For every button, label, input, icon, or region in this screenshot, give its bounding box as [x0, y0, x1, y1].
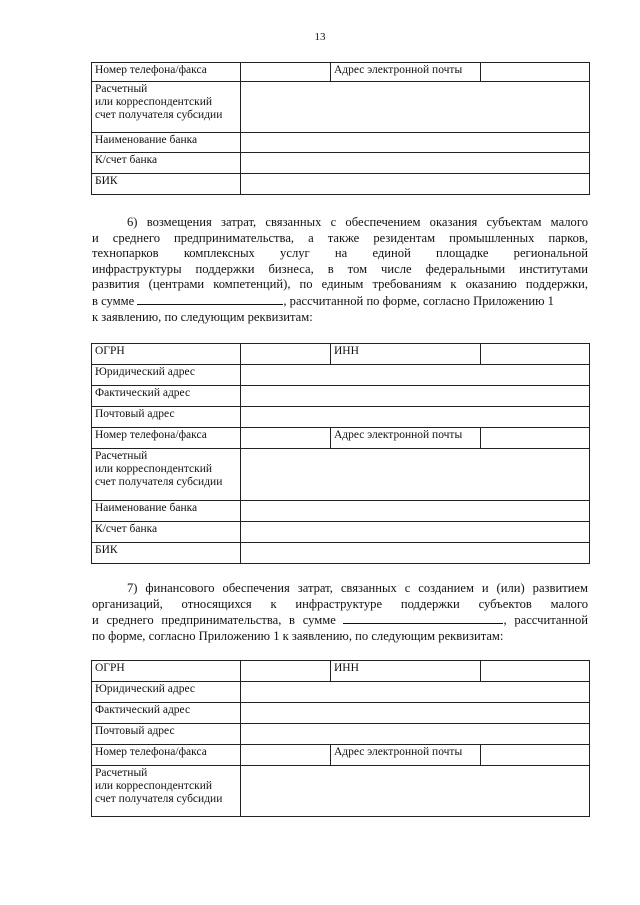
actual-address-value[interactable] [241, 703, 590, 724]
paragraph-7-amount-prefix: и среднего предпринимательства, в сумме [92, 613, 336, 628]
email-value[interactable] [481, 428, 590, 449]
settlement-account-label-line2: или корреспондентский [95, 463, 213, 475]
settlement-account-label [92, 449, 241, 501]
requisites-table-6 [91, 343, 590, 564]
phone-fax-value[interactable] [241, 745, 331, 766]
settlement-account-label-line1: Расчетный [95, 767, 148, 779]
bank-name-value[interactable] [241, 133, 590, 153]
phone-fax-label: Номер телефона/факса [92, 745, 241, 766]
paragraph-6 [92, 215, 588, 325]
settlement-account-label-line3: счет получателя субсидии [95, 793, 223, 805]
email-value[interactable] [481, 745, 590, 766]
actual-address-label: Фактический адрес [92, 386, 241, 407]
paragraph-6-line [92, 293, 588, 310]
postal-address-value[interactable] [241, 724, 590, 745]
email-label: Адрес электронной почты [331, 745, 481, 766]
email-label: Адрес электронной почты [331, 428, 481, 449]
amount-blank-field[interactable] [343, 612, 503, 624]
paragraph-7-line: организаций, относящихся к инфраструктуре поддержки субъектов малого [92, 596, 588, 611]
phone-fax-label: Номер телефона/факса [92, 63, 241, 82]
paragraph-6-line: к заявлению, по следующим реквизитам: [92, 309, 313, 324]
bank-name-label: Наименование банка [92, 501, 241, 522]
phone-fax-label: Номер телефона/факса [92, 428, 241, 449]
corr-account-value[interactable] [241, 153, 590, 174]
settlement-account-label-line1: Расчетный [95, 83, 148, 95]
postal-address-value[interactable] [241, 407, 590, 428]
bik-value[interactable] [241, 543, 590, 564]
email-label: Адрес электронной почты [331, 63, 481, 82]
legal-address-value[interactable] [241, 365, 590, 386]
paragraph-7-line: 7) финансового обеспечения затрат, связанных с созданием и (или) развитием [127, 581, 588, 595]
settlement-account-value[interactable] [241, 82, 590, 133]
corr-account-label: К/счет банка [92, 522, 241, 543]
phone-fax-value[interactable] [241, 63, 331, 82]
legal-address-label: Юридический адрес [92, 682, 241, 703]
ogrn-value[interactable] [241, 661, 331, 682]
settlement-account-value[interactable] [241, 766, 590, 817]
settlement-account-value[interactable] [241, 449, 590, 501]
paragraph-7 [92, 581, 588, 644]
settlement-account-label-line2: или корреспондентский [95, 780, 213, 792]
requisites-table-top [91, 62, 590, 195]
ogrn-value[interactable] [241, 344, 331, 365]
inn-value[interactable] [481, 661, 590, 682]
paragraph-7-amount-suffix: , рассчитанной [503, 613, 588, 628]
paragraph-6-amount-prefix: в сумме [92, 293, 135, 308]
bik-label: БИК [92, 543, 241, 564]
settlement-account-label-line3: счет получателя субсидии [95, 109, 223, 121]
settlement-account-label [92, 766, 241, 817]
ogrn-label: ОГРН [92, 661, 241, 682]
bik-value[interactable] [241, 174, 590, 195]
bank-name-label: Наименование банка [92, 133, 241, 153]
settlement-account-label [92, 82, 241, 133]
legal-address-label: Юридический адрес [92, 365, 241, 386]
inn-value[interactable] [481, 344, 590, 365]
corr-account-label: К/счет банка [92, 153, 241, 174]
legal-address-value[interactable] [241, 682, 590, 703]
paragraph-7-line [92, 612, 588, 629]
paragraph-6-amount-suffix: , рассчитанной по форме, согласно Приложению 1 [283, 293, 554, 308]
settlement-account-label-line2: или корреспондентский [95, 96, 213, 108]
requisites-table-7 [91, 660, 590, 817]
postal-address-label: Почтовый адрес [92, 407, 241, 428]
amount-blank-field[interactable] [137, 293, 283, 305]
settlement-account-label-line3: счет получателя субсидии [95, 476, 223, 488]
ogrn-label: ОГРН [92, 344, 241, 365]
postal-address-label: Почтовый адрес [92, 724, 241, 745]
paragraph-6-line: инфраструктуры поддержки бизнеса, в том числе федеральными институтами [92, 261, 588, 276]
paragraph-7-line: по форме, согласно Приложению 1 к заявлению, по следующим реквизитам: [92, 628, 504, 643]
actual-address-label: Фактический адрес [92, 703, 241, 724]
email-value[interactable] [481, 63, 590, 82]
paragraph-6-line: технопарков комплексных услуг на единой площадке региональной [92, 246, 588, 261]
actual-address-value[interactable] [241, 386, 590, 407]
bik-label: БИК [92, 174, 241, 195]
page-number: 13 [314, 31, 326, 43]
paragraph-6-line: развития (центрами компетенций), по единым требованиям к оказанию поддержки, [92, 277, 588, 292]
inn-label: ИНН [331, 661, 481, 682]
bank-name-value[interactable] [241, 501, 590, 522]
paragraph-6-line: 6) возмещения затрат, связанных с обеспечением оказания субъектам малого [127, 215, 588, 229]
paragraph-6-line: и среднего предпринимательства, а также резидентам промышленных парков, [92, 230, 588, 245]
corr-account-value[interactable] [241, 522, 590, 543]
phone-fax-value[interactable] [241, 428, 331, 449]
settlement-account-label-line1: Расчетный [95, 450, 148, 462]
inn-label: ИНН [331, 344, 481, 365]
